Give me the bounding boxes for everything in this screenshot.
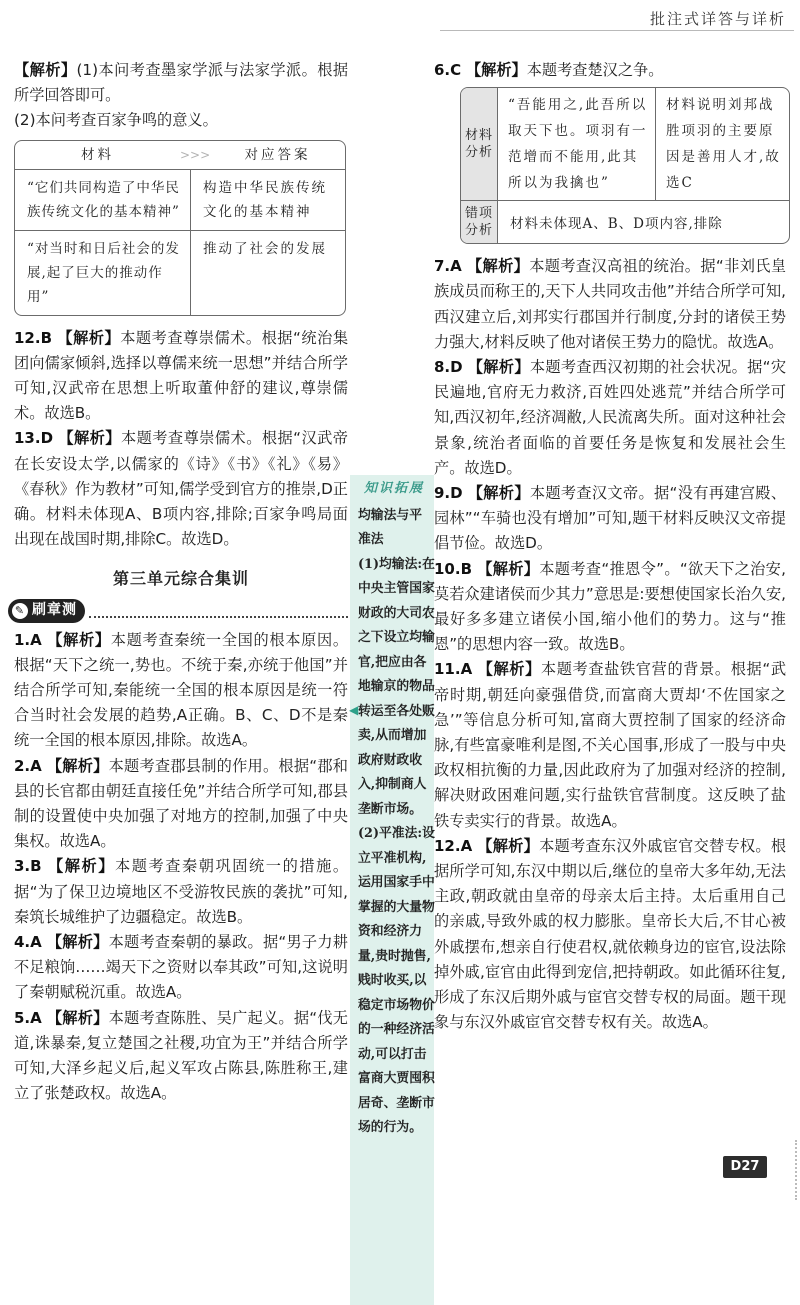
question-number: 4. <box>14 933 31 952</box>
question-1 <box>14 628 348 754</box>
question-11 <box>434 657 786 833</box>
sidebar-line: 量,贵时抛售, <box>358 948 431 964</box>
analysis-tag: 【解析】 <box>47 857 116 876</box>
answer-letter: A <box>460 660 473 679</box>
header-material: 材料 <box>81 146 114 163</box>
chevrons-icon: >>> <box>180 147 211 162</box>
sidebar-line: 准法 <box>358 532 384 547</box>
analysis-tag: 【解析】 <box>58 429 121 448</box>
analysis-tag: 【解析】 <box>477 660 541 679</box>
question-number: 9. <box>434 484 451 503</box>
wrong-option-row <box>461 201 789 243</box>
sidebar-line: 财政的大司农 <box>358 605 435 621</box>
analysis-tag: 【解析】 <box>57 328 121 347</box>
question-number: 2. <box>14 756 31 775</box>
sidebar-line: 运用国家手中 <box>358 875 435 890</box>
quote-cell: “吾能用之,此吾所以取天下也。项羽有一范增而不能用,此其所以为我擒也” <box>498 88 656 200</box>
sidebar-line: 的一种经济活 <box>358 1022 435 1037</box>
analysis-tag: 【解析】 <box>465 61 527 79</box>
analysis-text: 本题考查楚汉之争。 <box>526 61 664 79</box>
sidebar-line: 贱时收买,以 <box>358 973 427 988</box>
sidebar-line: 场的行为。 <box>358 1120 422 1135</box>
intro-analysis <box>14 58 348 108</box>
analysis-text: 本题考查盐铁官营的背景。根据“武帝时期,朝廷向豪强借贷,而富商大贾却‘不佐国家之急’”等信息分析可知,富商大贾控制了国家的经济命脉,有些富豪唯利是图,不关心国事,形成了一股与中央政权相抗衡的力量,因此政府为了加强对经济的控制,解决财政困难问题,实行盐铁官营制度。这反映了盐铁专卖实行的背景。故选A。 <box>434 660 787 830</box>
right-column <box>434 58 786 1036</box>
sidebar-line: 卖,从而增加 <box>358 728 427 743</box>
intro-tag: 【解析】 <box>14 61 77 79</box>
question-8 <box>434 355 786 481</box>
question-number: 11. <box>434 660 461 679</box>
edge-dots <box>795 1140 797 1200</box>
answer-letter: A <box>450 257 462 276</box>
analysis-tag: 【解析】 <box>466 257 530 276</box>
question-5 <box>14 1006 348 1107</box>
analysis-tag: 【解析】 <box>46 756 109 775</box>
analysis-tag: 【解析】 <box>477 836 540 855</box>
answer-letter: A <box>460 836 473 855</box>
answer-letter: B <box>30 857 42 876</box>
answer-letter: D <box>40 429 54 448</box>
analysis-text: 本题考查东汉外戚宦官交替专权。根据所学可知,东汉中期以后,继位的皇帝大多年幼,无法主政,朝政就由皇帝的母亲太后主持。太后重用自己的亲戚,导致外戚的权力膨胀。皇帝长大后,不甘心被外戚摆布,想亲自行使君权,就依赖身边的宦官,设法除掉外戚,宦官由此得到宠信,把持朝政。如此循环往复,形成了东汉后期外戚与宦官交替专权的局面。题干现象与东汉外戚宦官交替专权有关。故选A。 <box>434 836 787 1032</box>
question-number: 8. <box>434 358 451 377</box>
answer-letter: D <box>450 358 463 377</box>
answer-cell: 推动了社会的发展 <box>203 240 327 257</box>
wrong-option-cell: 材料未体现A、B、D项内容,排除 <box>510 216 723 233</box>
question-number: 3. <box>14 857 31 876</box>
answer-letter: A <box>30 1008 42 1027</box>
analysis-text: 本题考查陈胜、吴广起义。据“伐无道,诛暴秦,复立楚国之社稷,功宜为王”并结合所学可知,大泽乡起义后,起义军攻占陈县,陈胜称王,建立了张楚政权。故选A。 <box>14 1008 348 1103</box>
analysis-text: 本题考查汉高祖的统治。据“非刘氏皇族成员而称王的,天下人共同攻击他”并结合所学可知,西汉建立后,刘邦实行郡国并行制度,分封的诸侯王势力强大,材料反映了他对诸侯王势力的隐忧。故选A。 <box>434 257 787 351</box>
question-number: 6. <box>434 61 451 79</box>
question-number: 12. <box>434 836 461 855</box>
answer-letter: A <box>30 933 42 952</box>
question-3 <box>14 854 348 930</box>
sidebar-line: 资和经济力 <box>358 924 422 939</box>
analysis-text: 本题考查汉文帝。据“没有再建宫殿、园林”“车骑也没有增加”可知,题干材料反映汉文帝提倡节俭。故选D。 <box>434 484 787 553</box>
question-6 <box>434 58 786 83</box>
sidebar-line: 转运至各处贩 <box>358 703 435 719</box>
section-banner <box>8 598 348 624</box>
sidebar-line: 稳定市场物价 <box>358 997 435 1013</box>
analysis-text: 本题考查秦朝巩固统一的措施。据“为了保卫边境地区不受游牧民族的袭扰”可知,秦筑长城维护了边疆稳定。故选B。 <box>14 857 349 926</box>
analysis-tag: 【解析】 <box>467 484 530 503</box>
sidebar-title: 知识拓展 <box>363 481 424 496</box>
answer-letter: C <box>450 61 462 79</box>
banner-label: 刷章测 <box>32 602 77 619</box>
sidebar-line: 居奇、垄断市 <box>358 1095 435 1111</box>
table-row <box>15 231 345 315</box>
analysis-box <box>460 87 790 244</box>
sidebar-line: (2)平准法:设 <box>358 826 435 841</box>
knowledge-extension-sidebar <box>350 475 434 1305</box>
sidebar-content <box>350 475 434 1141</box>
sidebar-line: 动,可以打击 <box>358 1046 427 1062</box>
header-answer: 对应答案 <box>244 146 311 163</box>
table-row <box>15 170 345 231</box>
sidebar-line: 地输京的物品 <box>358 679 435 694</box>
header-title: 批注式详答与详析 <box>649 10 786 28</box>
question-12-right <box>434 834 786 1036</box>
analysis-tag: 【解析】 <box>46 933 109 952</box>
answer-letter: A <box>30 630 42 649</box>
intro-line1: (1)本问考查墨家学派与法家学派。根据所学回答即可。 <box>14 61 349 105</box>
explain-cell: 材料说明刘邦战胜项羽的主要原因是善用人才,故选C <box>666 97 781 192</box>
answer-letter: A <box>30 756 42 775</box>
question-number: 5. <box>14 1008 31 1027</box>
page-number: D27 <box>723 1156 767 1178</box>
question-12 <box>14 326 348 427</box>
analysis-text: 本题考查秦朝的暴政。据“男子力耕不足粮饷……竭天下之资财以奉其政”可知,这说明了秦朝赋税沉重。故选A。 <box>14 933 348 1002</box>
question-number: 7. <box>434 257 451 276</box>
question-13 <box>14 426 348 552</box>
wrong-option-label: 错项分析 <box>461 201 498 243</box>
material-answer-table <box>14 140 346 316</box>
material-analysis-row <box>461 88 789 201</box>
banner-dotted-line <box>89 604 348 618</box>
analysis-tag: 【解析】 <box>47 630 111 649</box>
answer-letter: B <box>460 559 473 578</box>
answer-letter: D <box>450 484 463 503</box>
material-analysis-label: 材料分析 <box>461 88 498 200</box>
sidebar-line: 官,把应由各 <box>358 654 427 670</box>
answer-letter: B <box>40 328 53 347</box>
pen-icon: ✎ <box>12 603 28 619</box>
sidebar-line: 之下设立均输 <box>358 630 435 645</box>
question-7 <box>434 254 786 355</box>
analysis-text: 本题考查郡县制的作用。根据“郡和县的长官都由朝廷直接任免”并结合所学可知,郡县制的设置使中央加强了对地方的控制,加强了中央集权。故选A。 <box>14 756 348 851</box>
sidebar-line: 富商大贾囤积 <box>358 1071 435 1086</box>
sidebar-line: 均输法与平 <box>358 507 422 523</box>
analysis-text: 本题考查尊崇儒术。根据“汉武帝在长安设太学,以儒家的《诗》《书》《礼》《易》《春秋》作为教材”可知,儒学受到官方的推崇,D正确。材料未体现A、B项内容,排除;百家争鸣局面出现在战国时期,排除C。故选D。 <box>14 429 348 549</box>
question-number: 10. <box>434 559 461 578</box>
analysis-text: 本题考查西汉初期的社会状况。据“灾民遍地,官府无力救济,百姓四处逃荒”并结合所学可知,西汉初年,经济凋敝,人民流离失所。面对这种社会景象,统治者面临的首要任务是恢复和发展社会生产。故选D。 <box>434 358 787 477</box>
question-10 <box>434 557 786 658</box>
answer-cell: 构造中华民族传统文化的基本精神 <box>203 179 327 220</box>
question-4 <box>14 930 348 1006</box>
sidebar-line: (1)均输法:在 <box>358 556 435 572</box>
material-cell: “对当时和日后社会的发展,起了巨大的推动作用” <box>15 231 191 315</box>
sidebar-line: 掌握的大量物 <box>358 899 435 915</box>
analysis-tag: 【解析】 <box>477 559 540 578</box>
question-9 <box>434 481 786 557</box>
analysis-tag: 【解析】 <box>467 358 530 377</box>
question-number: 13. <box>14 429 41 448</box>
sidebar-line: 入,抑制商人 <box>358 777 427 792</box>
analysis-text: 本题考查尊崇儒术。根据“统治集团向儒家倾斜,选择以尊儒来统一思想”并结合所学可知,汉武帝在思想上听取董仲舒的建议,尊崇儒术。故选B。 <box>14 328 349 423</box>
left-column <box>14 58 348 1107</box>
header-rule <box>440 30 794 31</box>
analysis-text: 本题考查秦统一全国的根本原因。根据“天下之统一,势也。不统于秦,亦统于他国”并结合所学可知,秦能统一全国的根本原因是统一符合当时社会发展的趋势,A正确。B、C、D不是秦统一全国的根本原因,排除。故选A。 <box>14 630 349 750</box>
question-number: 1. <box>14 630 31 649</box>
intro-line2: (2)本问考查百家争鸣的意义。 <box>14 111 218 130</box>
material-cell: “它们共同构造了中华民族传统文化的基本精神” <box>15 170 191 230</box>
sidebar-line: 立平准机构, <box>358 850 427 866</box>
question-2 <box>14 754 348 855</box>
sidebar-line: 垄断市场。 <box>358 801 422 817</box>
sidebar-line: 政府财政收 <box>358 752 422 768</box>
analysis-text: 本题考查“推恩令”。“欲天下之治安,莫若众建诸侯而少其力”意思是:要想使国家长治久安,最好多多建立诸侯小国,缩小他们的势力。这与“推恩”的思想内容一致。故选B。 <box>434 559 787 654</box>
question-number: 12. <box>14 328 41 347</box>
unit-title: 第三单元综合集训 <box>112 569 249 589</box>
sidebar-line: 中央主管国家 <box>358 581 435 596</box>
triangle-marker-icon: ◀ <box>349 703 359 717</box>
banner-badge <box>8 599 85 623</box>
table-header <box>15 141 345 170</box>
analysis-tag: 【解析】 <box>46 1008 109 1027</box>
